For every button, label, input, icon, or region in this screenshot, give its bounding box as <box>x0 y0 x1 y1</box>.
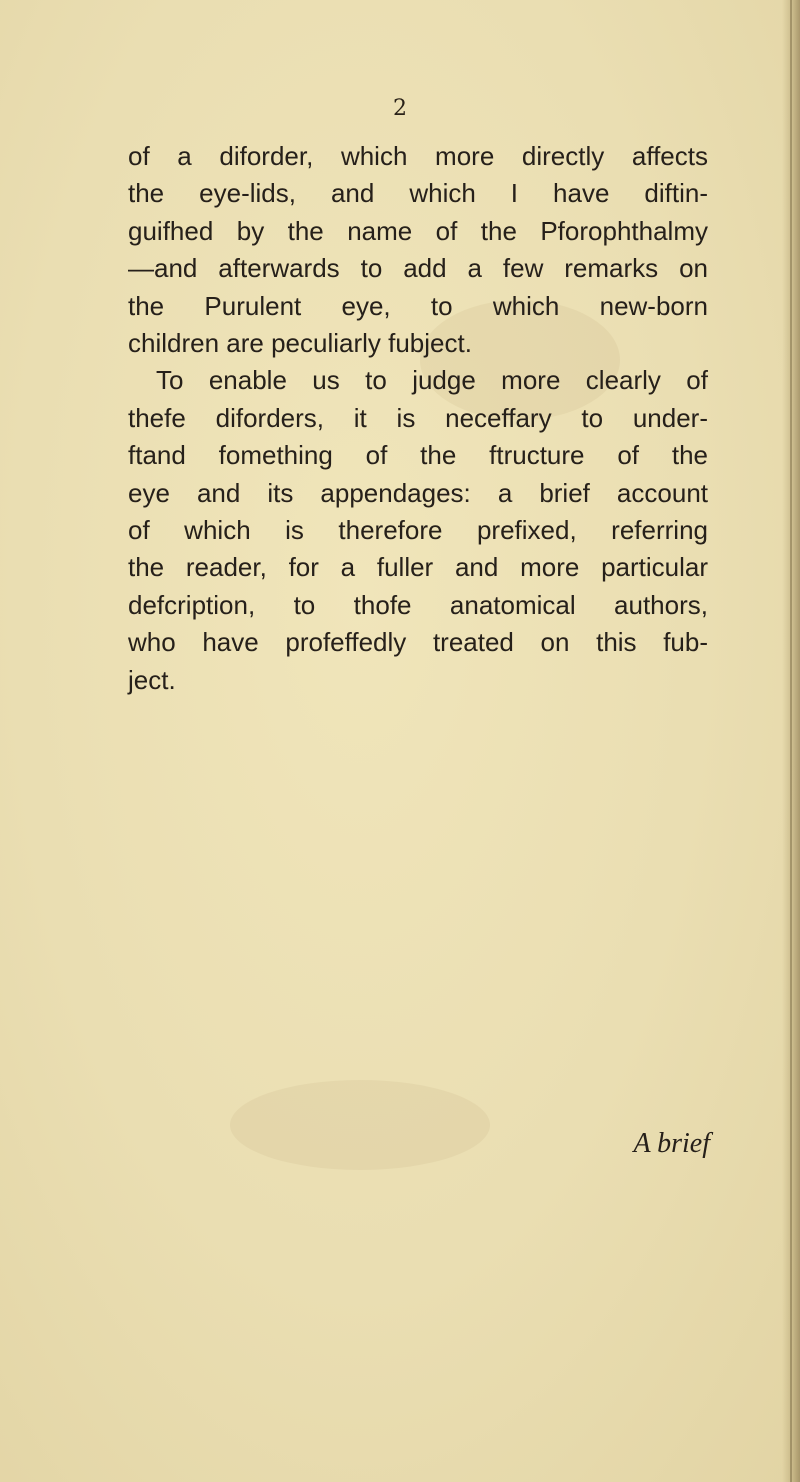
body-text <box>128 138 708 699</box>
paper-stain <box>230 1080 490 1170</box>
text-line: thefe diforders, it is neceffary to under- <box>128 402 708 433</box>
text-line: children are peculiarly fubject. <box>128 328 472 359</box>
catchword: A brief <box>633 1128 710 1159</box>
text-line: defcription, to thofe anatomical authors, <box>128 589 708 620</box>
text-line: To enable us to judge more clearly of <box>156 365 708 396</box>
text-line: eye and its appendages: a brief account <box>128 477 708 508</box>
page-number: 2 <box>393 96 407 121</box>
text-line: the eye-lids, and which I have diftin- <box>128 178 708 209</box>
text-line: of a diforder, which more directly affects <box>128 141 708 171</box>
text-line: the reader, for a fuller and more particular <box>128 552 708 583</box>
text-line: ftand fomething of the ftructure of the <box>128 440 708 471</box>
text-line: who have profeffedly treated on this fub- <box>128 627 708 658</box>
page-edge-line <box>790 0 792 1482</box>
text-line: of which is therefore prefixed, referring <box>128 515 708 546</box>
text-line: guifhed by the name of the Pforophthalmy <box>128 215 708 246</box>
text-line: the Purulent eye, to which new-born <box>128 290 708 321</box>
text-line: —and afterwards to add a few remarks on <box>128 253 708 284</box>
text-line: ject. <box>128 664 176 695</box>
